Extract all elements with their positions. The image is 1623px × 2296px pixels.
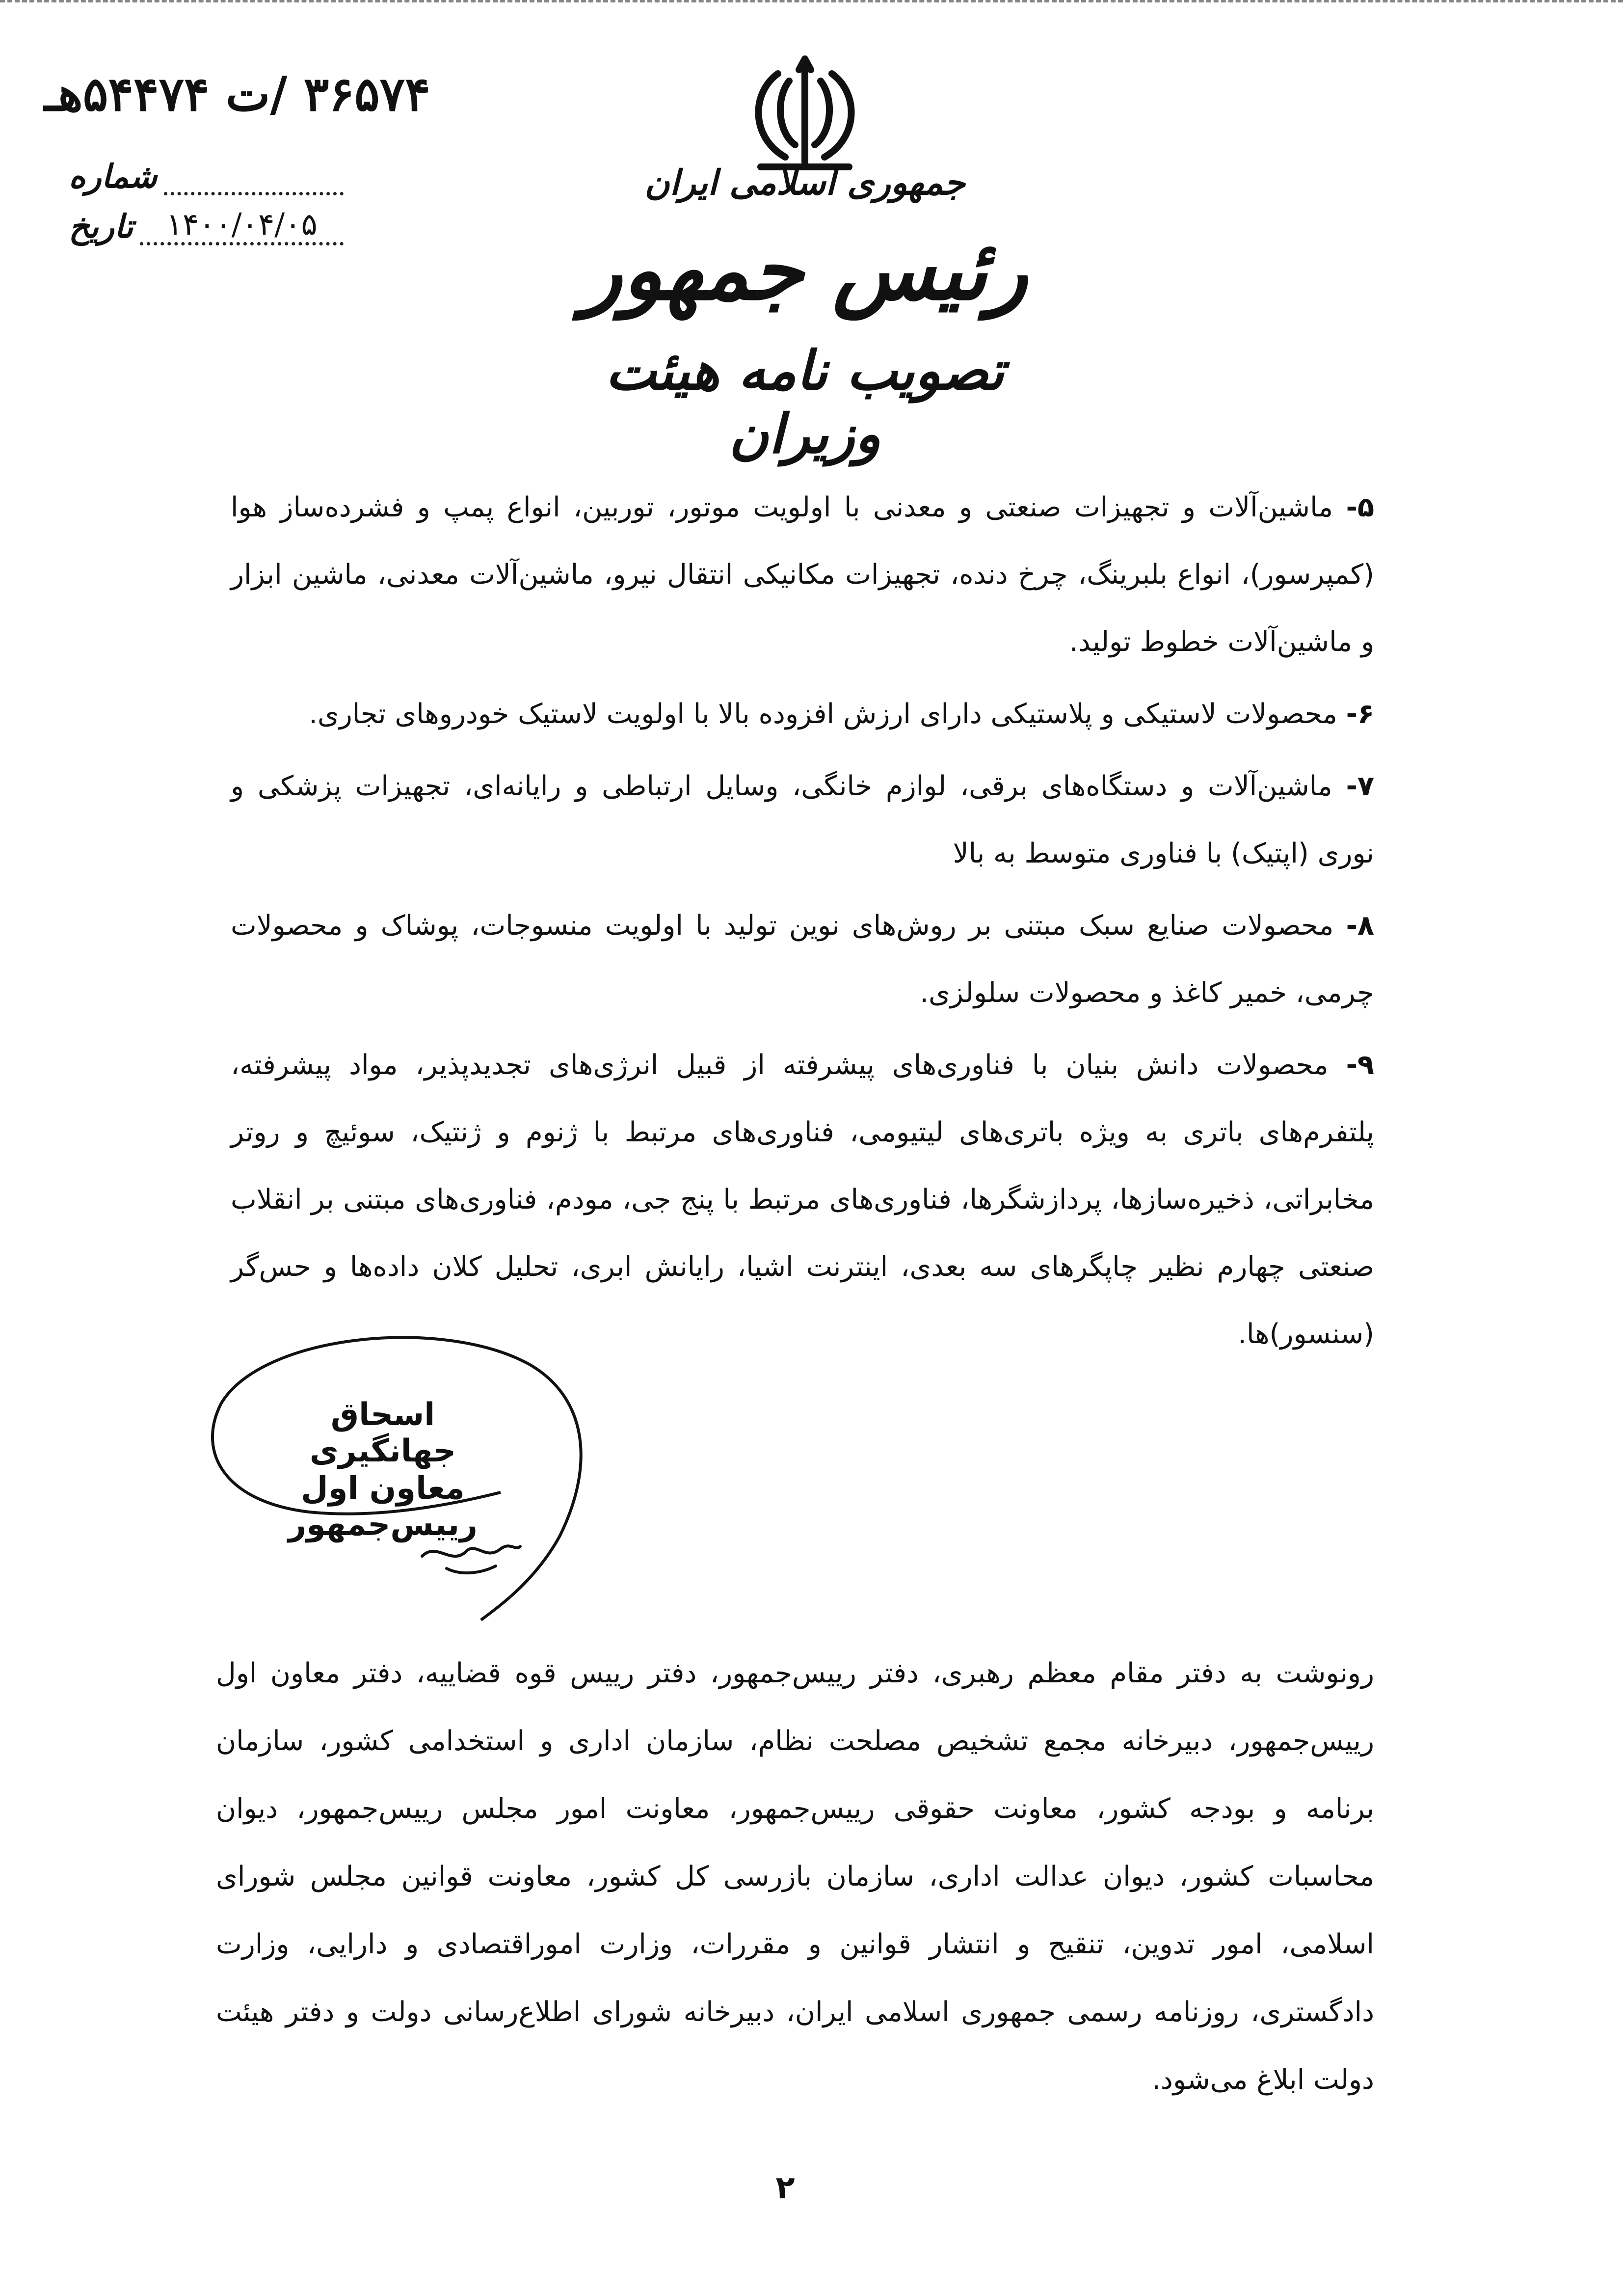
item-number: ۶- [1346, 698, 1374, 730]
date-label: تاریخ [69, 207, 133, 245]
list-item [231, 892, 1374, 1026]
number-field [69, 157, 344, 195]
handwritten-signature-icon [417, 1522, 525, 1581]
list-item [231, 680, 1374, 748]
item-text: محصولات لاستیکی و پلاستیکی دارای ارزش افزوده بالا با اولویت لاستیک خودروهای تجاری. [309, 698, 1346, 730]
date-field [69, 206, 344, 245]
item-text: محصولات صنایع سبک مبتنی بر روش‌های نوین تولید با اولویت منسوجات، پوشاک و محصولات چرمی، خمیر کاغذ و محصولات سلولزی. [231, 910, 1374, 1009]
signatory-name: اسحاق جهانگیری [309, 1397, 456, 1469]
country-title: جمهوری اسلامی ایران [644, 162, 965, 203]
item-number: ۹- [1346, 1049, 1374, 1081]
number-label: شماره [69, 157, 158, 195]
list-item [231, 753, 1374, 887]
list-item [231, 474, 1374, 675]
reference-number: ۳۶۵۷۴ /ت ۵۴۴۷۴هـ [44, 66, 430, 122]
item-text: محصولات دانش بنیان با فناوری‌های پیشرفته از قبیل انرژی‌های تجدیدپذیر، مواد پیشرفته، پلتفرم‌های باتری به ویژه باتری‌های لیتیومی، فناوری‌های مرتبط با ژنوم و ژنتیک، سوئیچ و روتر مخابراتی، ذخیره‌سازها، پردازشگرها، فناوری‌های مرتبط با پنج جی، مودم، فناوری‌های مبتنی بر انقلاب صنعتی چهارم نظیر چاپگرهای سه بعدی، اینترنت اشیا، رایانش ابری، تحلیل کلان داده‌ها و حس‌گر (سنسور)ها. [231, 1049, 1374, 1350]
item-number: ۷- [1346, 770, 1374, 802]
decree-title: تصویب نامه هیئت وزیران [605, 339, 1005, 465]
number-value [164, 162, 344, 195]
item-number: ۵- [1346, 491, 1374, 523]
item-number: ۸- [1346, 910, 1374, 942]
decree-body [231, 474, 1374, 1373]
office-title: رئیس جمهور [582, 221, 1028, 319]
item-text: ماشین‌آلات و تجهیزات صنعتی و معدنی با اولویت موتور، توربین، انواع پمپ و فشرده‌ساز هوا (کمپرسور)، انواع بلبرینگ، چرخ دنده، تجهیزات مکانیکی انتقال نیرو، ماشین‌آلات معدنی، ماشین ابزار و ماشین‌آلات خطوط تولید. [231, 491, 1374, 658]
date-value: ۱۴۰۰/۰۴/۰۵ [140, 206, 344, 245]
page-number: ۲ [775, 2170, 795, 2206]
item-text: ماشین‌آلات و دستگاه‌های برقی، لوازم خانگی، وسایل ارتباطی و رایانه‌ای، تجهیزات پزشکی و نوری (اپتیک) با فناوری متوسط به بالا [231, 770, 1374, 869]
distribution-list: رونوشت به دفتر مقام معظم رهبری، دفتر رییس‌جمهور، دفتر رییس قوه قضاییه، دفتر معاون اول رییس‌جمهور، دبیرخانه مجمع تشخیص مصلحت نظام، سازمان اداری و استخدامی کشور، سازمان برنامه و بودجه کشور، معاونت حقوقی رییس‌جمهور، معاونت امور مجلس رییس‌جمهور، دیوان محاسبات کشور، دیوان عدالت اداری، سازمان بازرسی کل کشور، معاونت قوانین مجلس شورای اسلامی، امور تدوین، تنقیح و انتشار قوانین و مقررات، وزارت اموراقتصادی و دارایی، وزارت دادگستری، روزنامه رسمی جمهوری اسلامی ایران، دبیرخانه شورای اطلاع‌رسانی دولت و دفتر هیئت دولت ابلاغ می‌شود. [216, 1657, 1374, 2096]
scan-top-edge [0, 0, 1623, 5]
signatory-title: معاون اول رییس‌جمهور [288, 1470, 478, 1543]
